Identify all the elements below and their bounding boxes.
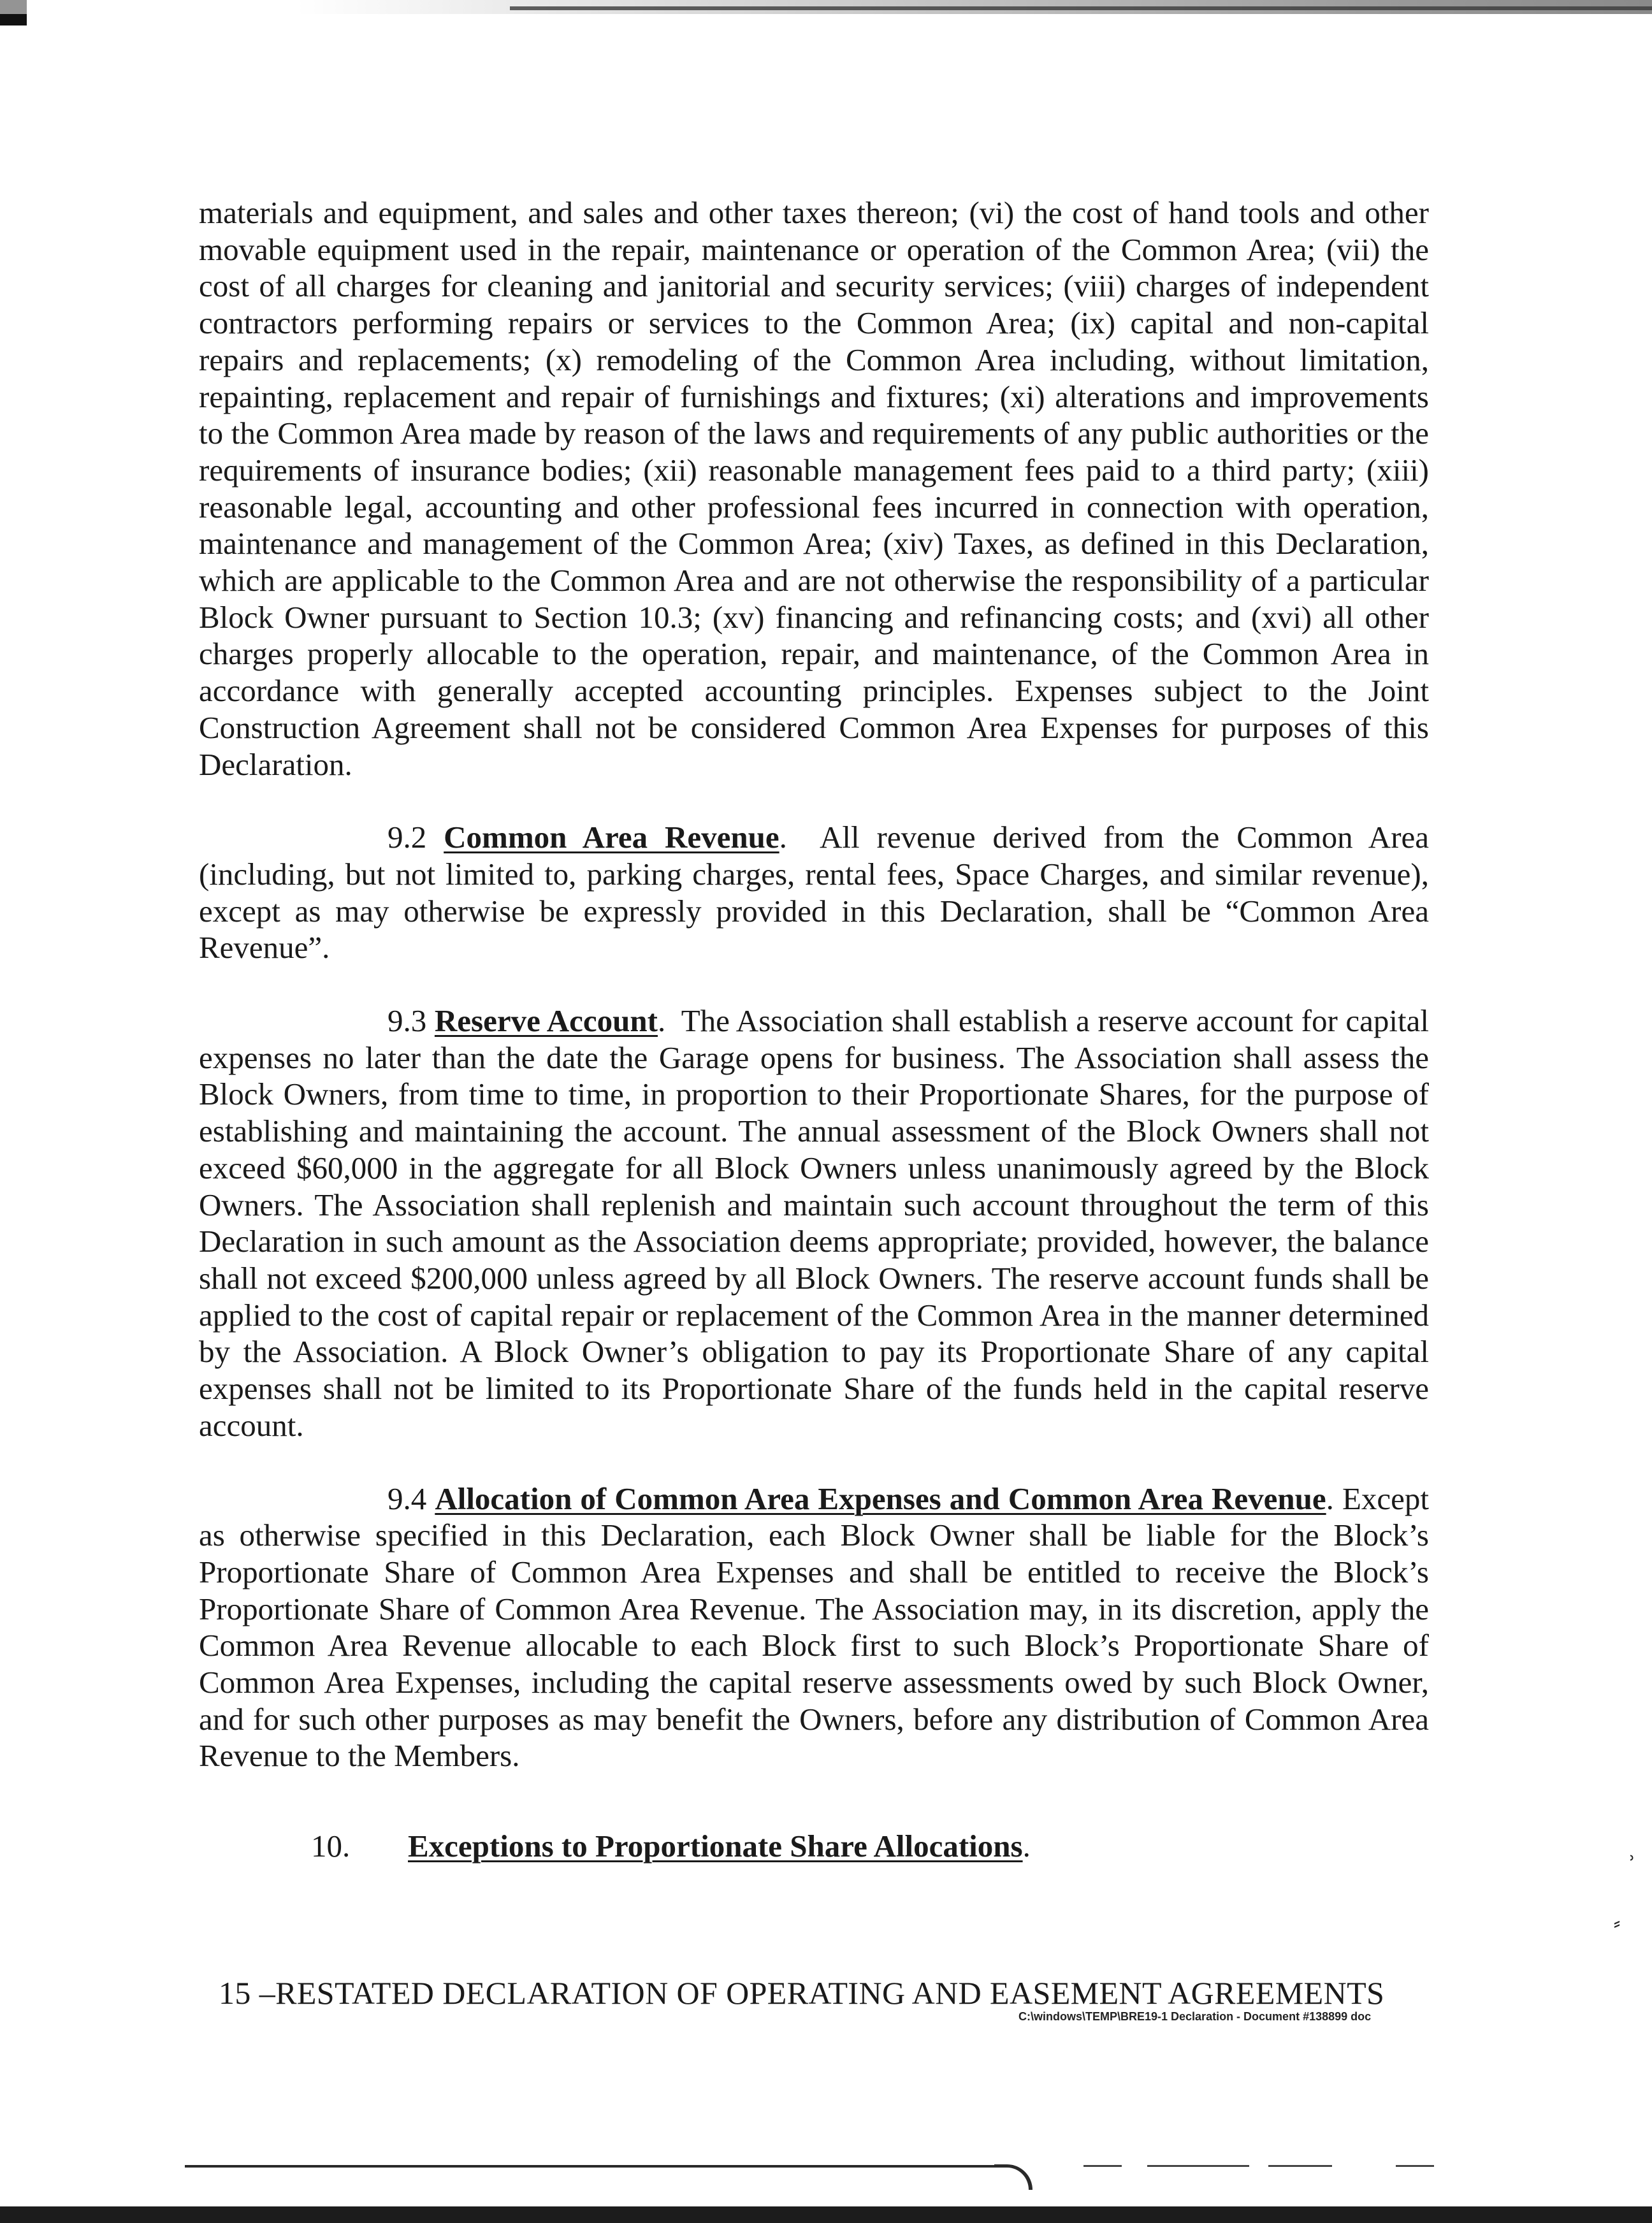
bottom-scan-hook [994,2164,1032,2190]
section-text: The Association shall establish a reserve account for capital expenses no later than the date the Garage opens for business. The Association shall assess the Block Owners, from time to time, in proportion to their Proportionate Shares, for the purpose of establishing and maintaining the account. The annual assessment of the Block Owners shall not exceed $60,000 in the aggregate for all Block Owners unless unanimously agreed by the Block Owners. The Association shall replenish and maintain such account throughout the term of this Declaration in such amount as the Association deems appropriate; provided, however, the balance shall not exceed $200,000 unless agreed by all Block Owners. The reserve account funds shall be applied to the cost of capital repair or replacement of the Common Area in the manner determined by the Association. A Block Owner’s obligation to pay its Proportionate Share of any capital expenses shall not be limited to its Proportionate Share of the funds held in the capital reserve account. [199,1003,1430,1443]
section-10-heading: 10. Exceptions to Proportionate Share Allocations. [311,1828,1031,1864]
section-number: 10. [311,1828,351,1864]
section-9-4: 9.4 Allocation of Common Area Expenses and Common Area Revenue. Except as otherwise specified in this Declaration, each Block Owner shall be liable for the Block’s Proportionate Share of Common Area Expenses and shall be entitled to receive the Block’s Proportionate Share of Common Area Revenue. The Association may, in its discretion, apply the Common Area Revenue allocable to each Block first to such Block’s Proportionate Share of Common Area Expenses, including the capital reserve assessments owed by such Block Owner, and for such other purposes as may benefit the Owners, before any distribution of Common Area Revenue to the Members. [199,1481,1430,1774]
bottom-scan-dash [1147,2165,1249,2167]
scan-top-line [510,6,1652,10]
intro-paragraph: materials and equipment, and sales and other taxes thereon; (vi) the cost of hand tools and other movable equipment used in the repair, maintenance or operation of the Common Area; (vii) the cost of all charges for cleaning and janitorial and security services; (viii) charges of independent contractors performing repairs or services to the Common Area; (ix) capital and non-capital repairs and replacements; (x) remodeling of the Common Area including, without limitation, repainting, replacement and repair of furnishings and fixtures; (xi) alterations and improvements to the Common Area made by reason of the laws and requirements of any public authorities or the requirements of insurance bodies; (xii) reasonable management fees paid to a third party; (xiii) reasonable legal, accounting and other professional fees incurred in connection with operation, maintenance and management of the Common Area; (xiv) Taxes, as defined in this Declaration, which are applicable to the Common Area and are not otherwise the responsibility of a particular Block Owner pursuant to Section 10.3; (xv) financing and refinancing costs; and (xvi) all other charges properly allocable to the operation, repair, and maintenance, of the Common Area in accordance with generally accepted accounting principles. Expenses subject to the Joint Construction Agreement shall not be considered Common Area Expenses for purposes of this Declaration. [199,195,1429,782]
section-9-2: 9.2 Common Area Revenue. All revenue derived from the Common Area (including, but not limited to, parking charges, rental fees, Space Charges, and similar revenue), except as may otherwise be expressly provided in this Declaration, shall be “Common Area Revenue”. [199,820,1430,966]
section-number: 9.2 [388,820,427,855]
footer-file-path: C:\windows\TEMP\BRE19-1 Declaration - Document #138899 doc [1018,2010,1372,2023]
scan-bottom-edge [0,2206,1652,2223]
scan-speck: ʾ [1629,1851,1636,1877]
bottom-scan-dash [1083,2165,1122,2167]
bottom-scan-dash [1396,2165,1434,2167]
section-title: Common Area Revenue [444,820,779,855]
bottom-scan-dash [1268,2165,1332,2167]
footer-title: 15 –RESTATED DECLARATION OF OPERATING AND EASEMENT AGREEMENTS [219,1975,1385,2011]
section-title: Exceptions to Proportionate Share Allocations [408,1828,1023,1864]
document-body [199,194,1429,1774]
section-9-3: 9.3 Reserve Account. The Association shall establish a reserve account for capital expenses no later than the date the Garage opens for business. The Association shall assess the Block Owners, from time to time, in proportion to their Proportionate Shares, for the purpose of establishing and maintaining the account. The annual assessment of the Block Owners shall not exceed $60,000 in the aggregate for all Block Owners unless unanimously agreed by the Block Owners. The Association shall replenish and maintain such account throughout the term of this Declaration in such amount as the Association deems appropriate; provided, however, the balance shall not exceed $200,000 unless agreed by all Block Owners. The reserve account funds shall be applied to the cost of capital repair or replacement of the Common Area in the manner determined by the Association. A Block Owner’s obligation to pay its Proportionate Share of any capital expenses shall not be limited to its Proportionate Share of the funds held in the capital reserve account. [199,1003,1430,1443]
scan-speck: ⸗ [1614,1912,1620,1934]
section-number: 9.3 [388,1003,427,1039]
bottom-scan-rule [185,2165,1013,2168]
section-text: All revenue derived from the Common Area (including, but not limited to, parking charges, rental fees, Space Charges, and similar revenue), except as may otherwise be expressly provided in this Declaration, shall be “Common Area Revenue”. [199,820,1430,966]
section-title: Reserve Account [434,1003,658,1039]
section-number: 9.4 [388,1481,427,1516]
section-title: Allocation of Common Area Expenses and Common Area Revenue [435,1481,1326,1516]
section-text: Except as otherwise specified in this Declaration, each Block Owner shall be liable for the Block’s Proportionate Share of Common Area Expenses and shall be entitled to receive the Block’s Proportionate Share of Common Area Revenue. The Association may, in its discretion, apply the Common Area Revenue allocable to each Block first to such Block’s Proportionate Share of Common Area Expenses, including the capital reserve assessments owed by such Block Owner, and for such other purposes as may benefit the Owners, before any distribution of Common Area Revenue to the Members. [199,1481,1430,1774]
